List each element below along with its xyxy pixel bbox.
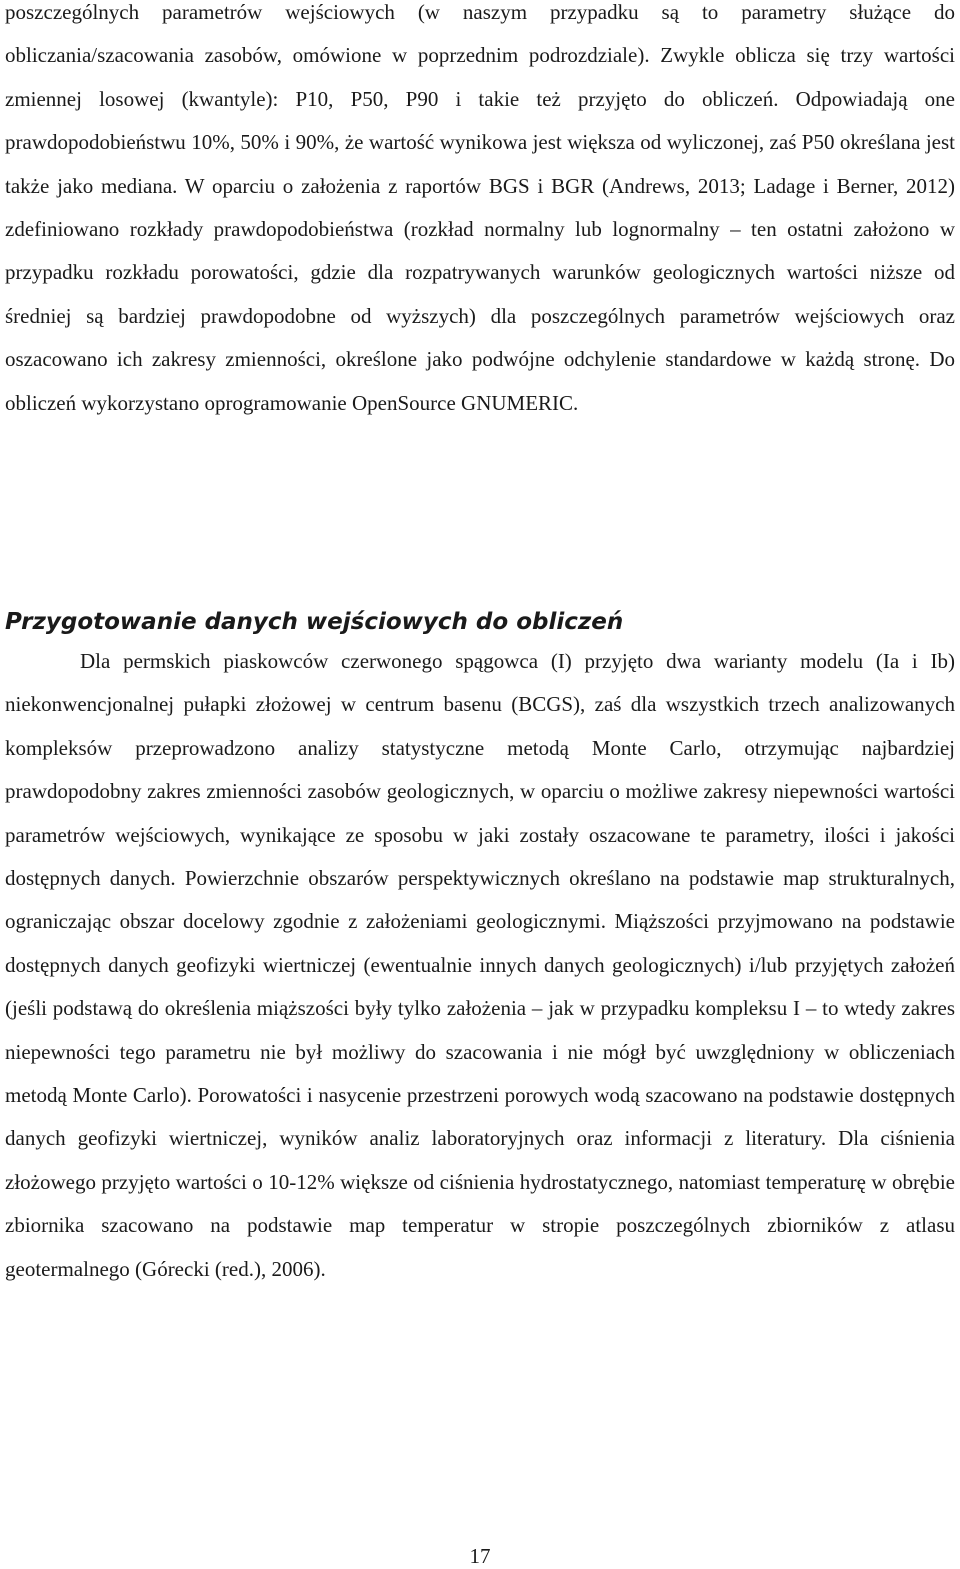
body-paragraph-1: poszczególnych parametrów wejściowych (w naszym przypadku są to parametry służące do obliczania/szacowania zasobów, omówione w poprzednim podrozdziale). Zwykle oblicza się trzy wartości zmiennej losowej (kwantyle): P10, P50, P90 i takie też przyjęto do obliczeń. Odpowiadają one prawdopodobieństwu 10%, 50% i 90%, że wartość wynikowa jest większa od wyliczonej, zaś P50 określana jest także jako mediana. W oparciu o założenia z raportów BGS i BGR (Andrews, 2013; Ladage i Berner, 2012) zdefiniowano rozkłady prawdopodobieństwa (rozkład normalny lub lognormalny – ten ostatni założono w przypadku rozkładu porowatości, gdzie dla rozpatrywanych warunków geologicznych wartości niższe od średniej są bardziej prawdopodobne od wyższych) dla poszczególnych parametrów wejściowych oraz oszacowano ich zakresy zmienności, określone jako podwójne odchylenie standardowe w każdą stronę. Do obliczeń wykorzystano oprogramowanie OpenSource GNUMERIC. [5, 0, 955, 415]
section-heading: Przygotowanie danych wejściowych do obliczeń [5, 609, 624, 635]
body-paragraph-2 [5, 640, 955, 1291]
body-paragraph-2-text: Dla permskich piaskowców czerwonego spągowca (I) przyjęto dwa warianty modelu (Ia i Ib) niekonwencjonalnej pułapki złożowej w centrum basenu (BCGS), zaś dla wszystkich trzech analizowanych kompleksów przeprowadzono analizy statystyczne metodą Monte Carlo, otrzymując najbardziej prawdopodobny zakres zmienności zasobów geologicznych, w oparciu o możliwe zakresy niepewności wartości parametrów wejściowych, wynikające ze sposobu w jaki zostały oszacowane te parametry, ilości i jakości dostępnych danych. Powierzchnie obszarów perspektywicznych określano na podstawie map strukturalnych, ograniczając obszar docelowy zgodnie z założeniami geologicznymi. Miąższości przyjmowano na podstawie dostępnych danych geofizyki wiertniczej (ewentualnie innych danych geologicznych) i/lub przyjętych założeń (jeśli podstawą do określenia miąższości były tylko założenia – jak w przypadku kompleksu I – to wtedy zakres niepewności tego parametru nie był możliwy do szacowania i nie mógł być uwzględniony w obliczeniach metodą Monte Carlo). Porowatości i nasycenie przestrzeni porowych wodą szacowano na podstawie dostępnych danych geofizyki wiertniczej, wyników analiz laboratoryjnych oraz informacji z literatury. Dla ciśnienia złożowego przyjęto wartości o 10-12% większe od ciśnienia hydrostatycznego, natomiast temperaturę w obrębie zbiornika szacowano na podstawie map temperatur w stropie poszczególnych zbiorników z atlasu geotermalnego (Górecki (red.), 2006). [5, 649, 955, 1281]
page-number: 17 [469, 1544, 491, 1568]
